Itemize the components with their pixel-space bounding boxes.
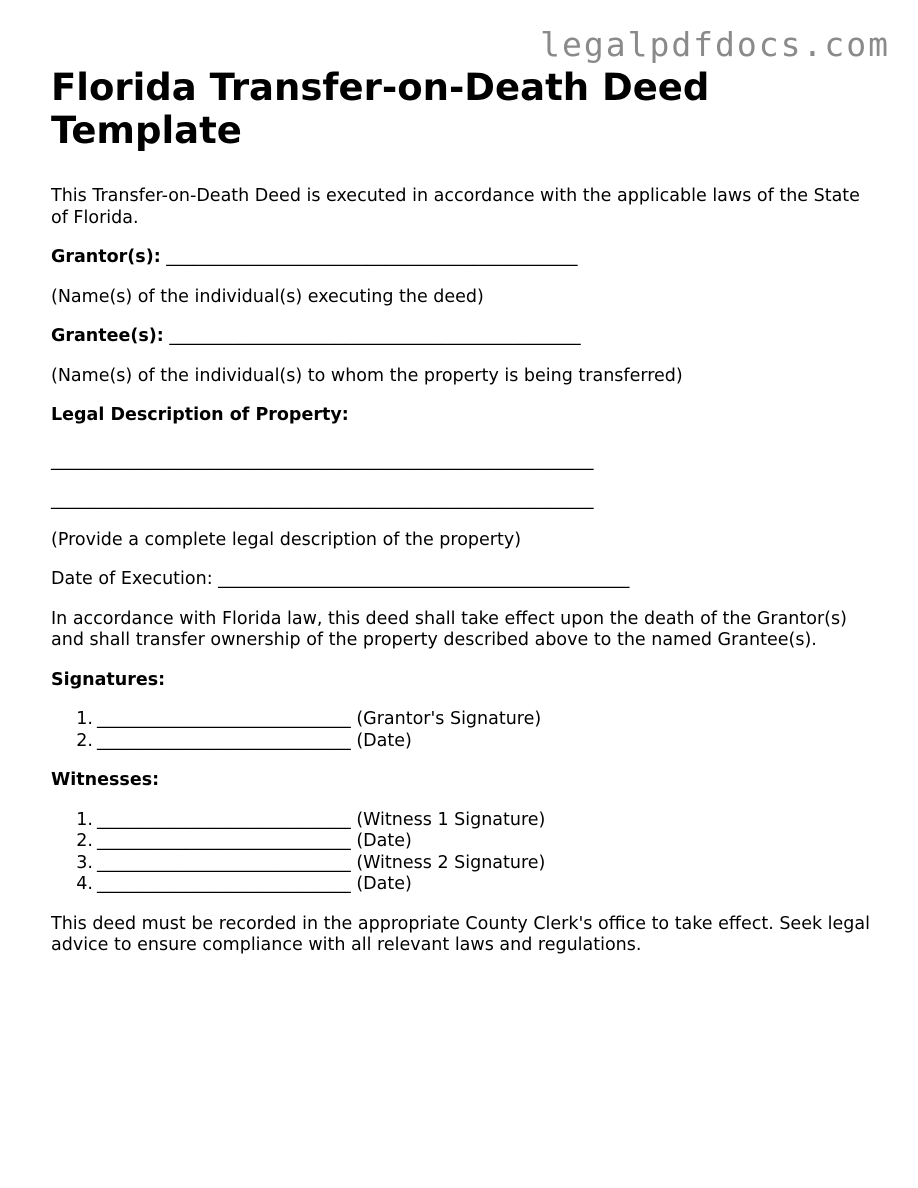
signature-line-text: _____________________________ (Grantor's Signature) bbox=[97, 709, 542, 729]
witness-line-item[interactable] bbox=[51, 874, 881, 896]
legal-description-line-1[interactable]: ______________________________________________________________ bbox=[51, 450, 594, 471]
date-of-execution-label: Date of Execution: bbox=[51, 569, 213, 589]
intro-paragraph: This Transfer-on-Death Deed is executed in accordance with the applicable laws of the State of Florida. bbox=[51, 186, 866, 228]
list-number: 4. bbox=[76, 874, 93, 894]
witness-line-item[interactable] bbox=[51, 831, 881, 853]
list-number: 1. bbox=[76, 809, 93, 830]
witness-line-item[interactable] bbox=[51, 853, 881, 875]
grantor-blank-line[interactable]: _______________________________________________ bbox=[160, 247, 578, 267]
signature-line-text: _____________________________ (Date) bbox=[97, 730, 412, 751]
grantor-field bbox=[51, 247, 881, 269]
signatures-list bbox=[51, 709, 881, 752]
document-body bbox=[51, 66, 881, 957]
witness-line-text: _____________________________ (Date) bbox=[97, 831, 412, 851]
witnesses-heading: Witnesses: bbox=[51, 770, 160, 790]
legal-description-line-2[interactable]: ______________________________________________________________ bbox=[51, 490, 594, 510]
watermark: legalpdfdocs.com bbox=[540, 25, 890, 64]
effect-statement: In accordance with Florida law, this deed shall take effect upon the death of the Grantor(s) and shall transfer ownership of the property described above to the named Grantee(s). bbox=[51, 608, 853, 650]
grantee-blank-line[interactable]: _______________________________________________ bbox=[163, 326, 581, 346]
grantor-label: Grantor(s): bbox=[51, 247, 161, 267]
grantee-field bbox=[51, 326, 881, 348]
signature-line-item[interactable] bbox=[51, 731, 881, 753]
closing-paragraph: This deed must be recorded in the appropriate County Clerk's office to take effect. Seek legal advice to ensure compliance with all relevant laws and regulations. bbox=[51, 913, 876, 955]
witnesses-list bbox=[51, 810, 881, 896]
witness-line-text: _____________________________ (Witness 1 Signature) bbox=[97, 809, 546, 830]
date-of-execution-blank-line[interactable]: _______________________________________________ bbox=[212, 569, 630, 589]
list-number: 3. bbox=[76, 852, 93, 873]
signatures-heading: Signatures: bbox=[51, 669, 166, 690]
date-of-execution-field bbox=[51, 569, 881, 591]
witness-line-text: _____________________________ (Date) bbox=[97, 874, 412, 894]
legal-description-note: (Provide a complete legal description of the property) bbox=[51, 529, 522, 550]
witness-line-item[interactable] bbox=[51, 810, 881, 832]
list-number: 1. bbox=[76, 709, 93, 729]
signature-line-item[interactable] bbox=[51, 709, 881, 731]
list-number: 2. bbox=[76, 730, 93, 751]
grantor-note: (Name(s) of the individual(s) executing the deed) bbox=[51, 286, 484, 307]
grantee-note: (Name(s) of the individual(s) to whom the property is being transferred) bbox=[51, 365, 683, 386]
witness-line-text: _____________________________ (Witness 2 Signature) bbox=[97, 852, 546, 873]
page-title: Florida Transfer-on-Death Deed Template bbox=[51, 66, 710, 152]
list-number: 2. bbox=[76, 831, 93, 851]
legal-description-heading: Legal Description of Property: bbox=[51, 405, 349, 425]
grantee-label: Grantee(s): bbox=[51, 326, 164, 346]
